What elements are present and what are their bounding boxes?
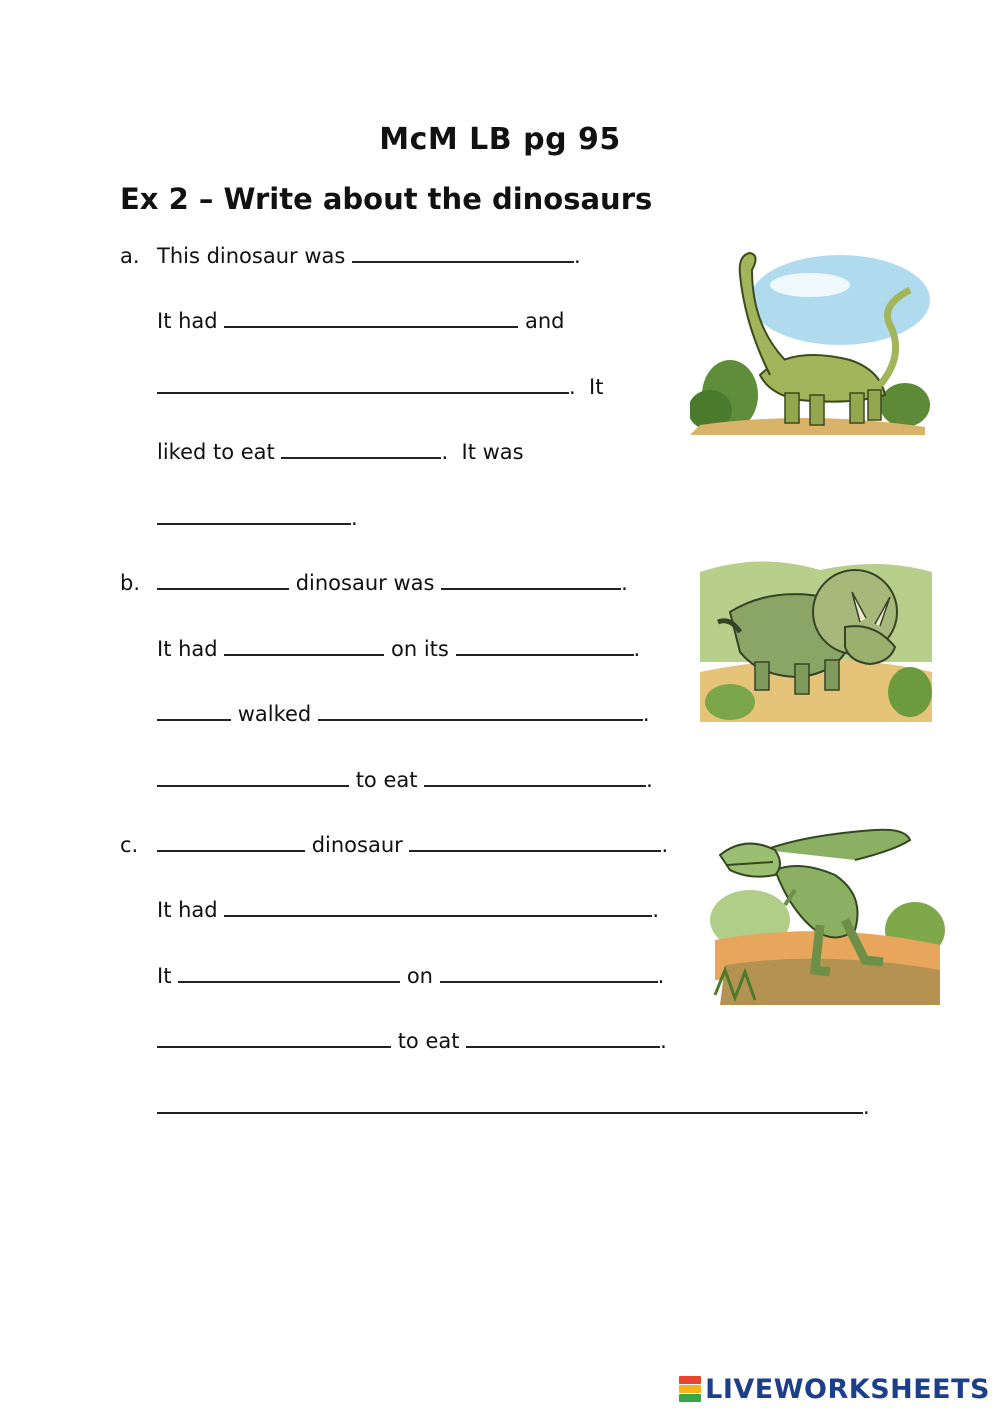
period: . — [660, 1029, 667, 1053]
line-c1 — [157, 830, 668, 860]
period: . — [657, 964, 665, 988]
period: . — [633, 637, 641, 661]
blank-input[interactable] — [456, 634, 634, 656]
blank-input[interactable] — [440, 961, 658, 983]
text: It — [157, 964, 172, 988]
line-c4 — [157, 1026, 667, 1056]
period: . — [574, 244, 581, 268]
item-marker-a: a. — [120, 244, 140, 268]
blank-input[interactable] — [157, 372, 569, 394]
blank-input[interactable] — [352, 241, 574, 263]
line-b3 — [157, 699, 650, 729]
line-b4 — [157, 765, 653, 795]
line-b1 — [157, 568, 628, 598]
text: to eat — [397, 1029, 460, 1053]
blank-input[interactable] — [224, 634, 384, 656]
line-a2 — [157, 306, 565, 336]
liveworksheets-logo — [679, 1374, 990, 1405]
blank-input[interactable] — [157, 699, 231, 721]
line-b2 — [157, 634, 640, 664]
text: liked to eat — [157, 440, 275, 464]
line-a4 — [157, 437, 524, 467]
line-c2 — [157, 895, 659, 925]
blank-input[interactable] — [157, 1026, 391, 1048]
brachiosaurus-illustration — [690, 245, 930, 435]
text: on its — [391, 637, 449, 661]
period: . — [652, 898, 659, 922]
blank-input[interactable] — [157, 765, 349, 787]
line-c5 — [157, 1092, 870, 1122]
blank-input[interactable] — [157, 568, 289, 590]
line-a5 — [157, 503, 358, 533]
text: This dinosaur was — [157, 244, 346, 268]
tyrannosaurus-illustration — [705, 820, 945, 1010]
text: to eat — [355, 768, 418, 792]
blank-input[interactable] — [178, 961, 400, 983]
text: dinosaur was — [295, 571, 435, 595]
text: It had — [157, 637, 218, 661]
page-title: McM LB pg 95 — [379, 122, 621, 157]
period: . — [646, 768, 653, 792]
blank-input[interactable] — [409, 830, 661, 852]
line-a1 — [157, 241, 581, 271]
text: It had — [157, 309, 218, 333]
text: It had — [157, 898, 218, 922]
blank-input[interactable] — [157, 503, 351, 525]
text: and — [525, 309, 565, 333]
period: . — [642, 702, 650, 726]
text: dinosaur — [311, 833, 403, 857]
period: . — [569, 375, 576, 399]
text: It was — [461, 440, 524, 464]
period: . — [351, 506, 358, 530]
brand-name: LIVEWORKSHEETS — [705, 1374, 990, 1405]
period: . — [661, 833, 669, 857]
text: It — [589, 375, 604, 399]
blank-input[interactable] — [157, 1092, 863, 1114]
blank-input[interactable] — [424, 765, 646, 787]
triceratops-illustration — [700, 552, 932, 732]
item-marker-b: b. — [120, 571, 141, 595]
period: . — [621, 571, 628, 595]
item-marker-c: c. — [120, 833, 139, 857]
brand-badge-icon — [679, 1376, 701, 1404]
line-a3 — [157, 372, 603, 402]
period: . — [441, 440, 449, 464]
exercise-heading: Ex 2 – Write about the dinosaurs — [120, 182, 653, 216]
blank-input[interactable] — [224, 895, 652, 917]
blank-input[interactable] — [281, 437, 441, 459]
blank-input[interactable] — [224, 306, 518, 328]
text: walked — [237, 702, 312, 726]
blank-input[interactable] — [441, 568, 621, 590]
blank-input[interactable] — [157, 830, 305, 852]
text: on — [406, 964, 433, 988]
line-c3 — [157, 961, 664, 991]
period: . — [863, 1095, 870, 1119]
blank-input[interactable] — [318, 699, 643, 721]
blank-input[interactable] — [466, 1026, 660, 1048]
